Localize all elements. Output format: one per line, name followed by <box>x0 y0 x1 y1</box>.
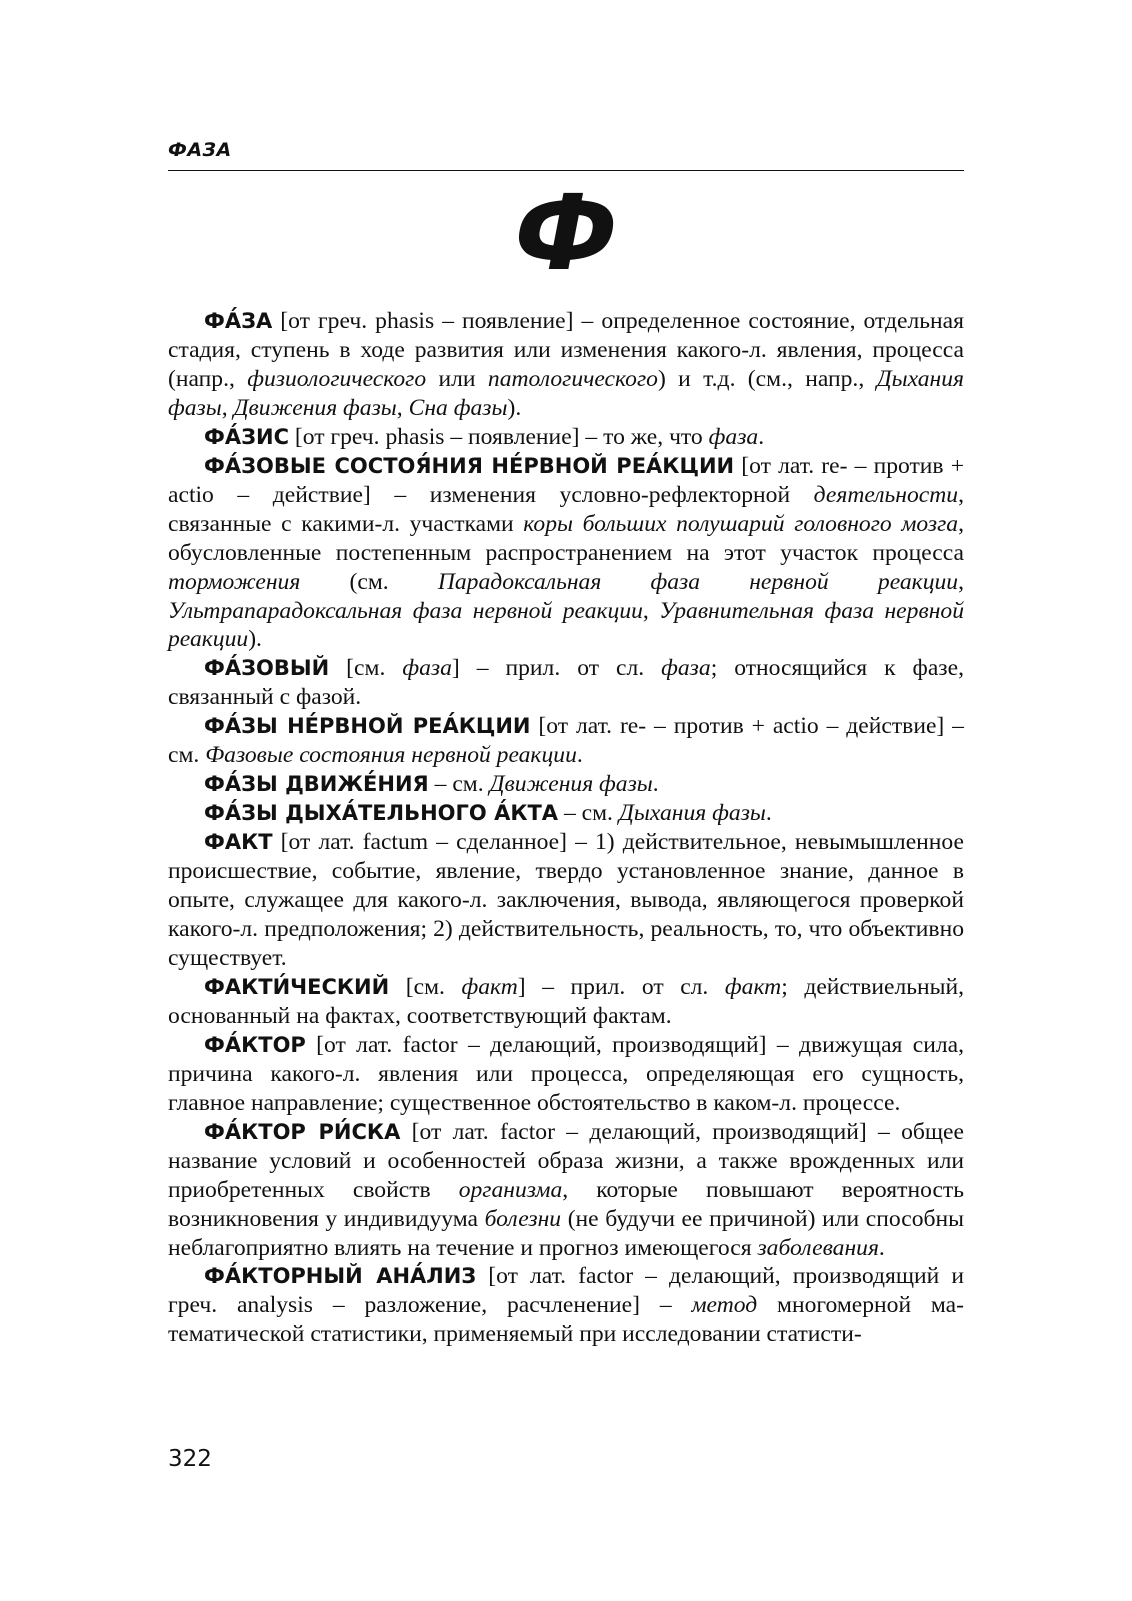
entry-headword: ФА́ЗА <box>204 309 273 333</box>
entry-crossref-text: Ультрапарадоксальная фаза нервной реакции <box>168 597 643 624</box>
entry-body-text: [от греч. phasis – появление] – то же, что <box>288 423 709 450</box>
dictionary-entry <box>168 712 964 770</box>
entry-body-text: [см. <box>329 655 403 682</box>
entry-body-text: ). <box>248 626 262 653</box>
dictionary-entry <box>168 1262 964 1349</box>
entry-headword: ФАКТ <box>204 830 273 855</box>
entry-body-text: – см. <box>428 771 490 798</box>
dictionary-entry <box>168 1118 964 1263</box>
entry-body-text: (см. <box>300 568 438 595</box>
entry-body-text: [см. <box>389 973 462 1000</box>
entry-body-text: [от лат. factor – делающий, производящий] – общее название условий и особенностей образа жизни, а также врожденных или приобретенных свойств <box>168 1118 964 1203</box>
entry-crossref-text: факт <box>461 973 518 1000</box>
entry-headword: ФА́ЗОВЫЙ <box>204 656 330 681</box>
entry-crossref-text: Парадоксальная фаза нервной реакции <box>437 568 959 595</box>
dictionary-entry <box>168 1031 964 1118</box>
entry-crossref-text: фаза <box>402 655 452 682</box>
entry-crossref-text: фаза <box>661 655 711 682</box>
entry-headword: ФА́ЗЫ НЕ́РВНОЙ РЕА́КЦИИ <box>204 714 531 739</box>
entry-body-text: , <box>958 568 964 595</box>
dictionary-entries <box>168 307 964 1349</box>
entry-body-text: [от лат. factum – сделанное] – 1) действительное, невымышленное происшествие, событие, явление, твердо установленное знание, данное в опыте, служащее для какого-л. заключения, вывода, являющегося проверкой какого-л. предположения; 2) действительность, реальность, то, что объективно существует. <box>168 829 964 971</box>
entry-crossref-text: организма <box>458 1176 563 1203</box>
entry-crossref-text: заболевания <box>757 1234 879 1261</box>
entry-headword: ФА́КТОРНЫЙ АНА́ЛИЗ <box>204 1264 477 1289</box>
entry-body-text: , <box>642 597 660 624</box>
entry-headword: ФАКТИ́ЧЕСКИЙ <box>204 974 390 999</box>
section-letter: Ф <box>514 172 618 294</box>
entry-headword: ФА́КТОР <box>204 1032 306 1057</box>
entry-body-text: [от лат. factor – делающий, производящий] – движущая сила, причина какого-л. явления или процесса, определяющая его сущность, главное направление; существенное обстоятельство в каком-л. процессе. <box>168 1031 964 1116</box>
entry-body-text: ; относящийся к фазе, связанный с фазой. <box>168 655 964 711</box>
entry-body-text: ] – прил. от сл. <box>451 655 662 682</box>
entry-crossref-text: Дыхания фазы <box>168 365 964 421</box>
entry-crossref-text: Фазовые состояния нервной реакции <box>205 742 577 769</box>
entry-body-text: [от греч. phasis – появление] – определенное состояние, отдельная стадия, ступень в ходе развития или изменения какого-л. явления, процесса (напр., <box>168 308 964 392</box>
entry-crossref-text: болезни <box>484 1205 562 1232</box>
dictionary-entry <box>168 799 964 828</box>
dictionary-entry <box>168 770 964 799</box>
entry-body-text: ] – прил. от сл. <box>517 973 725 1000</box>
entry-body-text: , связанные с какими-л. участками <box>168 481 964 537</box>
entry-body-text: многомерной математической статистики, применяемый при исследовании статисти- <box>168 1292 965 1348</box>
entry-body-text: ) и т.д. (см., напр., <box>657 365 877 392</box>
entry-headword: ФА́ЗЫ ДЫХА́ТЕЛЬНОГО А́КТА <box>204 801 559 826</box>
entry-body-text: . <box>878 1234 885 1261</box>
entry-body-text: , которые повышают вероятность возникновения у индивидуума <box>168 1176 964 1232</box>
dictionary-entry <box>168 828 964 973</box>
dictionary-entry <box>168 973 964 1031</box>
entry-body-text: . <box>576 742 583 769</box>
entry-crossref-text: фаза <box>708 423 759 450</box>
entry-body-text: [от лат. re- – против + actio – действие] – см. <box>168 713 964 769</box>
entry-headword: ФА́ЗИС <box>204 424 289 449</box>
entry-headword: ФА́КТОР РИ́СКА <box>204 1119 401 1144</box>
entry-headword: ФА́ЗЫ ДВИЖЕ́НИЯ <box>204 772 429 797</box>
entry-body-text: [от лат. factor – делающий, производящий и греч. analysis – разложение, расчленение] – <box>168 1263 964 1319</box>
entry-body-text: , обусловленные постепенным распространением на этот участок процесса <box>168 510 964 566</box>
entry-crossref-text: физиологического <box>247 365 427 392</box>
entry-body-text: . <box>765 800 772 827</box>
entry-crossref-text: Дыхания фазы <box>618 800 766 827</box>
entry-body-text: . <box>652 771 659 798</box>
entry-crossref-text: патологического <box>487 365 658 392</box>
dictionary-entry <box>168 307 964 423</box>
entry-body-text: ). <box>507 394 522 421</box>
entry-crossref-text: торможения <box>168 568 301 595</box>
entry-crossref-text: Сна фазы <box>408 394 508 421</box>
entry-body-text: , <box>396 394 409 421</box>
running-head: ФАЗА <box>168 139 232 161</box>
entry-crossref-text: деятельности <box>813 481 959 508</box>
entry-body-text: (не будучи ее причиной) или способны неблагоприятно влиять на течение и прогноз имеющегося <box>168 1205 964 1261</box>
entry-crossref-text: коры больших полушарий головного мозга <box>523 510 959 537</box>
dictionary-entry <box>168 654 964 712</box>
entry-headword: ФА́ЗОВЫЕ СОСТОЯ́НИЯ НЕ́РВНОЙ РЕА́КЦИИ <box>204 453 735 478</box>
entry-body-text: ; действиельный, основанный на фактах, соответствующий фактам. <box>168 973 964 1029</box>
entry-body-text: . <box>758 423 765 450</box>
entry-crossref-text: факт <box>724 973 782 1000</box>
entry-body-text: – см. <box>558 800 619 827</box>
entry-crossref-text: Движения фазы <box>489 771 653 798</box>
entry-crossref-text: Уравнительная фаза нервной реакции <box>168 597 964 653</box>
entry-crossref-text: Движения фазы <box>233 394 397 421</box>
entry-body-text: или <box>426 365 488 392</box>
dictionary-entry <box>168 452 964 655</box>
entry-crossref-text: метод <box>691 1292 758 1319</box>
entry-body-text: , <box>221 394 234 421</box>
entry-body-text: [от лат. re- – против + actio – действие] – изменения условно-рефлекторной <box>168 452 965 508</box>
page-number: 322 <box>168 1446 212 1472</box>
dictionary-entry <box>168 423 964 452</box>
